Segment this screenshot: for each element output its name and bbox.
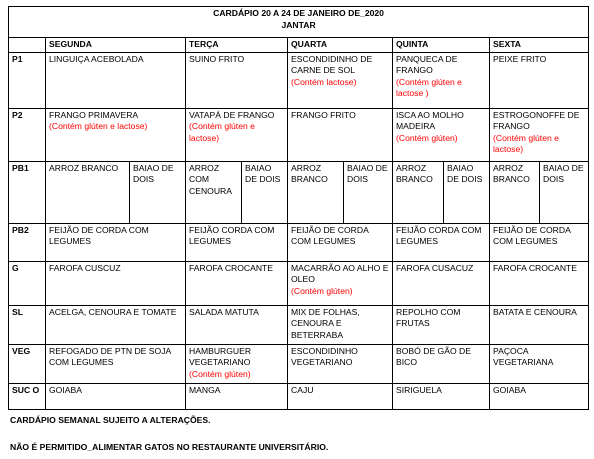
allergen-note: (Contém glúten) [396,132,458,143]
day-header-thursday: QUINTA [393,38,490,53]
cell-pb1-monday-b: BAIAO DE DOIS [130,161,186,223]
row-label: SL [9,305,46,344]
cell-pb1-tuesday-a: ARROZ COM CENOURA [186,161,242,223]
cell-g-thursday: FAROFA CUSACUZ [393,261,490,305]
cell-sl-tuesday: SALADA MATUTA [186,305,288,344]
row-veg [9,344,589,383]
dish-name: FRANGO FRITO [291,109,356,120]
row-g [9,261,589,305]
cell-veg-wednesday: ESCONDIDINHO VEGETARIANO [288,344,393,383]
cell-pb1-friday-b: BAIAO DE DOIS [540,161,589,223]
dish-name: ESTROGONOFFE DE FRANGO [493,109,580,131]
allergen-note: (Contém glúten e lactose ) [396,76,462,98]
cell-pb1-wednesday-b: BAIAO DE DOIS [344,161,393,223]
allergen-note: (Contém lactose) [291,76,357,87]
cell-pb1-monday-a: ARROZ BRANCO [46,161,130,223]
row-p1 [9,52,589,108]
cell-pb1-wednesday-a: ARROZ BRANCO [288,161,344,223]
cell-sl-wednesday: MIX DE FOLHAS, CENOURA E BETERRABA [288,305,393,344]
row-label: SUC O [9,383,46,409]
cell-p1-tuesday [186,52,288,108]
dish-name: FRANGO PRIMAVERA [49,109,139,120]
row-label: VEG [9,344,46,383]
cell-sl-friday: BATATA E CENOURA [490,305,589,344]
cell-p2-monday [46,108,186,161]
cell-pb1-tuesday-b: BAIAO DE DOIS [242,161,288,223]
cell-pb2-wednesday: FEIJÃO DE CORDA COM LEGUMES [288,223,393,261]
cell-p1-monday [46,52,186,108]
cell-sl-thursday: REPOLHO COM FRUTAS [393,305,490,344]
cell-veg-tuesday [186,344,288,383]
corner-cell [9,38,46,53]
allergen-note: (Contém glúten e lactose) [493,132,559,154]
row-sl [9,305,589,344]
dish-name: PEIXE FRITO [493,53,547,64]
menu-title [9,7,589,38]
menu-table [8,6,589,410]
cell-p2-tuesday [186,108,288,161]
cell-p2-thursday [393,108,490,161]
day-header-friday: SEXTA [490,38,589,53]
allergen-note: (Contém glúten e lactose) [49,121,148,131]
dish-name: PANQUECA DE FRANGO [396,53,458,75]
cell-suco-friday: GOIABA [490,383,589,409]
cell-suco-monday: GOIABA [46,383,186,409]
dish-name: HAMBURGUER VEGETARIANO [189,345,252,367]
cell-g-wednesday [288,261,393,305]
cell-p2-friday [490,108,589,161]
row-suco [9,383,589,409]
allergen-note: (Contém glúten) [189,368,251,379]
cell-g-friday: FAROFA CROCANTE [490,261,589,305]
cell-pb1-friday-a: ARROZ BRANCO [490,161,540,223]
dish-name: MACARRÃO AO ALHO E OLEO [291,262,389,284]
cell-veg-monday: REFOGADO DE PTN DE SOJA COM LEGUMES [46,344,186,383]
dish-name: SUINO FRITO [189,53,245,64]
cell-veg-thursday: BOBÓ DE GÃO DE BICO [393,344,490,383]
cell-g-monday: FAROFA CUSCUZ [46,261,186,305]
row-label: PB1 [9,161,46,223]
cell-p2-wednesday [288,108,393,161]
footer-disclaimer: CARDÁPIO SEMANAL SUJEITO A ALTERAÇÕES. [10,415,211,425]
allergen-note: (Contém glúten e lactose) [189,121,255,143]
days-header-row [9,38,589,53]
allergen-note: (Contém glúten) [291,285,353,296]
cell-sl-monday: ACELGA, CENOURA E TOMATE [46,305,186,344]
dish-name: VATAPÁ DE FRANGO [189,109,275,120]
meal-subtitle: JANTAR [281,19,316,30]
row-label: P2 [9,108,46,161]
dish-name: ISCA AO MOLHO MADEIRA [396,109,464,131]
cell-pb2-tuesday: FEIJÃO CORDA COM LEGUMES [186,223,288,261]
cell-g-tuesday: FAROFA CROCANTE [186,261,288,305]
row-label: PB2 [9,223,46,261]
row-pb2 [9,223,589,261]
cell-pb1-thursday-b: BAIAO DE DOIS [444,161,490,223]
cell-p1-wednesday [288,52,393,108]
cell-suco-tuesday: MANGA [186,383,288,409]
day-header-wednesday: QUARTA [288,38,393,53]
dish-name: LINGUIÇA ACEBOLADA [49,53,144,64]
day-header-tuesday: TERÇA [186,38,288,53]
row-p2 [9,108,589,161]
cell-p1-thursday [393,52,490,108]
cell-suco-thursday: SIRIGUELA [393,383,490,409]
cell-pb1-thursday-a: ARROZ BRANCO [393,161,444,223]
cell-veg-friday: PAÇOCA VEGETARIANA [490,344,589,383]
row-label: G [9,261,46,305]
cell-pb2-friday: FEIJÃO DE CORDA COM LEGUMES [490,223,589,261]
dish-name: ESCONDIDINHO DE CARNE DE SOL [291,53,373,75]
row-pb1 [9,161,589,223]
title-text: CARDÁPIO 20 A 24 DE JANEIRO DE_2020 [213,8,384,18]
cell-p1-friday [490,52,589,108]
cell-suco-wednesday: CAJU [288,383,393,409]
row-label: P1 [9,52,46,108]
cell-pb2-thursday: FEIJÃO CORDA COM LEGUMES [393,223,490,261]
cell-pb2-monday: FEIJÃO DE CORDA COM LEGUMES [46,223,186,261]
day-header-monday: SEGUNDA [46,38,186,53]
footer-notice: NÃO É PERMITIDO_ALIMENTAR GATOS NO RESTAURANTE UNIVERSITÁRIO. [10,442,329,452]
